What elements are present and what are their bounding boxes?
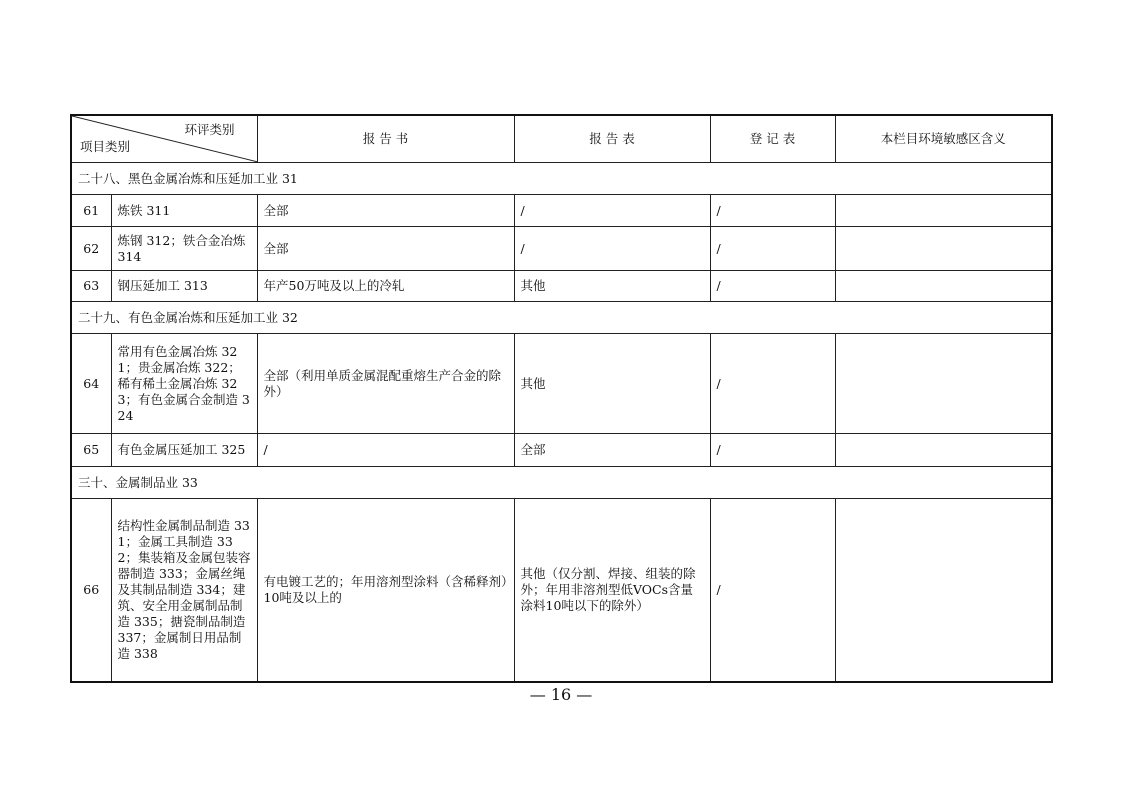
row-sensitive [835, 334, 1052, 434]
row-register: / [710, 227, 835, 271]
row-sensitive [835, 227, 1052, 271]
table-header-row [71, 115, 1052, 163]
row-sensitive [835, 499, 1052, 683]
row-report-form: / [514, 227, 710, 271]
row-number: 61 [71, 195, 111, 227]
section-row [71, 163, 1052, 195]
section-row [71, 467, 1052, 499]
header-project-label: 项目类别 [80, 139, 131, 154]
table-row [71, 499, 1052, 683]
row-report-form: 全部 [514, 434, 710, 467]
row-number: 65 [71, 434, 111, 467]
header-report-form: 报 告 表 [514, 115, 710, 163]
diagonal-header-cell [71, 115, 257, 163]
row-item: 炼钢 312；铁合金冶炼 314 [111, 227, 257, 271]
section-title: 二十八、黑色金属冶炼和压延加工业 31 [71, 163, 1052, 195]
header-report-book: 报 告 书 [257, 115, 514, 163]
row-sensitive [835, 195, 1052, 227]
table-row [71, 195, 1052, 227]
section-title: 三十、金属制品业 33 [71, 467, 1052, 499]
row-number: 63 [71, 271, 111, 302]
table-row [71, 227, 1052, 271]
row-item: 钢压延加工 313 [111, 271, 257, 302]
row-report-book: 全部 [257, 195, 514, 227]
header-sensitive-area: 本栏目环境敏感区含义 [835, 115, 1052, 163]
row-sensitive [835, 271, 1052, 302]
section-title: 二十九、有色金属冶炼和压延加工业 32 [71, 302, 1052, 334]
row-report-book: 全部 [257, 227, 514, 271]
row-report-form: 其他（仅分割、焊接、组装的除外；年用非溶剂型低VOCs含量涂料10吨以下的除外） [514, 499, 710, 683]
row-number: 62 [71, 227, 111, 271]
row-register: / [710, 334, 835, 434]
classification-table [70, 114, 1053, 683]
table-row [71, 434, 1052, 467]
row-report-form: 其他 [514, 271, 710, 302]
row-item: 炼铁 311 [111, 195, 257, 227]
row-report-book: / [257, 434, 514, 467]
row-report-book: 全部（利用单质金属混配重熔生产合金的除外） [257, 334, 514, 434]
row-item: 常用有色金属冶炼 321；贵金属冶炼 322；稀有稀土金属冶炼 323；有色金属合金制造 324 [111, 334, 257, 434]
row-sensitive [835, 434, 1052, 467]
row-report-book: 有电镀工艺的；年用溶剂型涂料（含稀释剂）10吨及以上的 [257, 499, 514, 683]
row-register: / [710, 499, 835, 683]
header-category-label: 环评类别 [184, 122, 235, 137]
row-number: 66 [71, 499, 111, 683]
page-number: — 16 — [529, 685, 593, 704]
row-number: 64 [71, 334, 111, 434]
row-report-form: 其他 [514, 334, 710, 434]
row-item: 结构性金属制品制造 331；金属工具制造 332；集装箱及金属包装容器制造 333；金属丝绳及其制品制造 334；建筑、安全用金属制品制造 335；搪瓷制品制造 337；金属制日用品制造 338 [111, 499, 257, 683]
row-report-form: / [514, 195, 710, 227]
row-item: 有色金属压延加工 325 [111, 434, 257, 467]
section-row [71, 302, 1052, 334]
table-row [71, 334, 1052, 434]
row-register: / [710, 271, 835, 302]
row-report-book: 年产50万吨及以上的冷轧 [257, 271, 514, 302]
row-register: / [710, 195, 835, 227]
header-register-form: 登 记 表 [710, 115, 835, 163]
row-register: / [710, 434, 835, 467]
table-row [71, 271, 1052, 302]
